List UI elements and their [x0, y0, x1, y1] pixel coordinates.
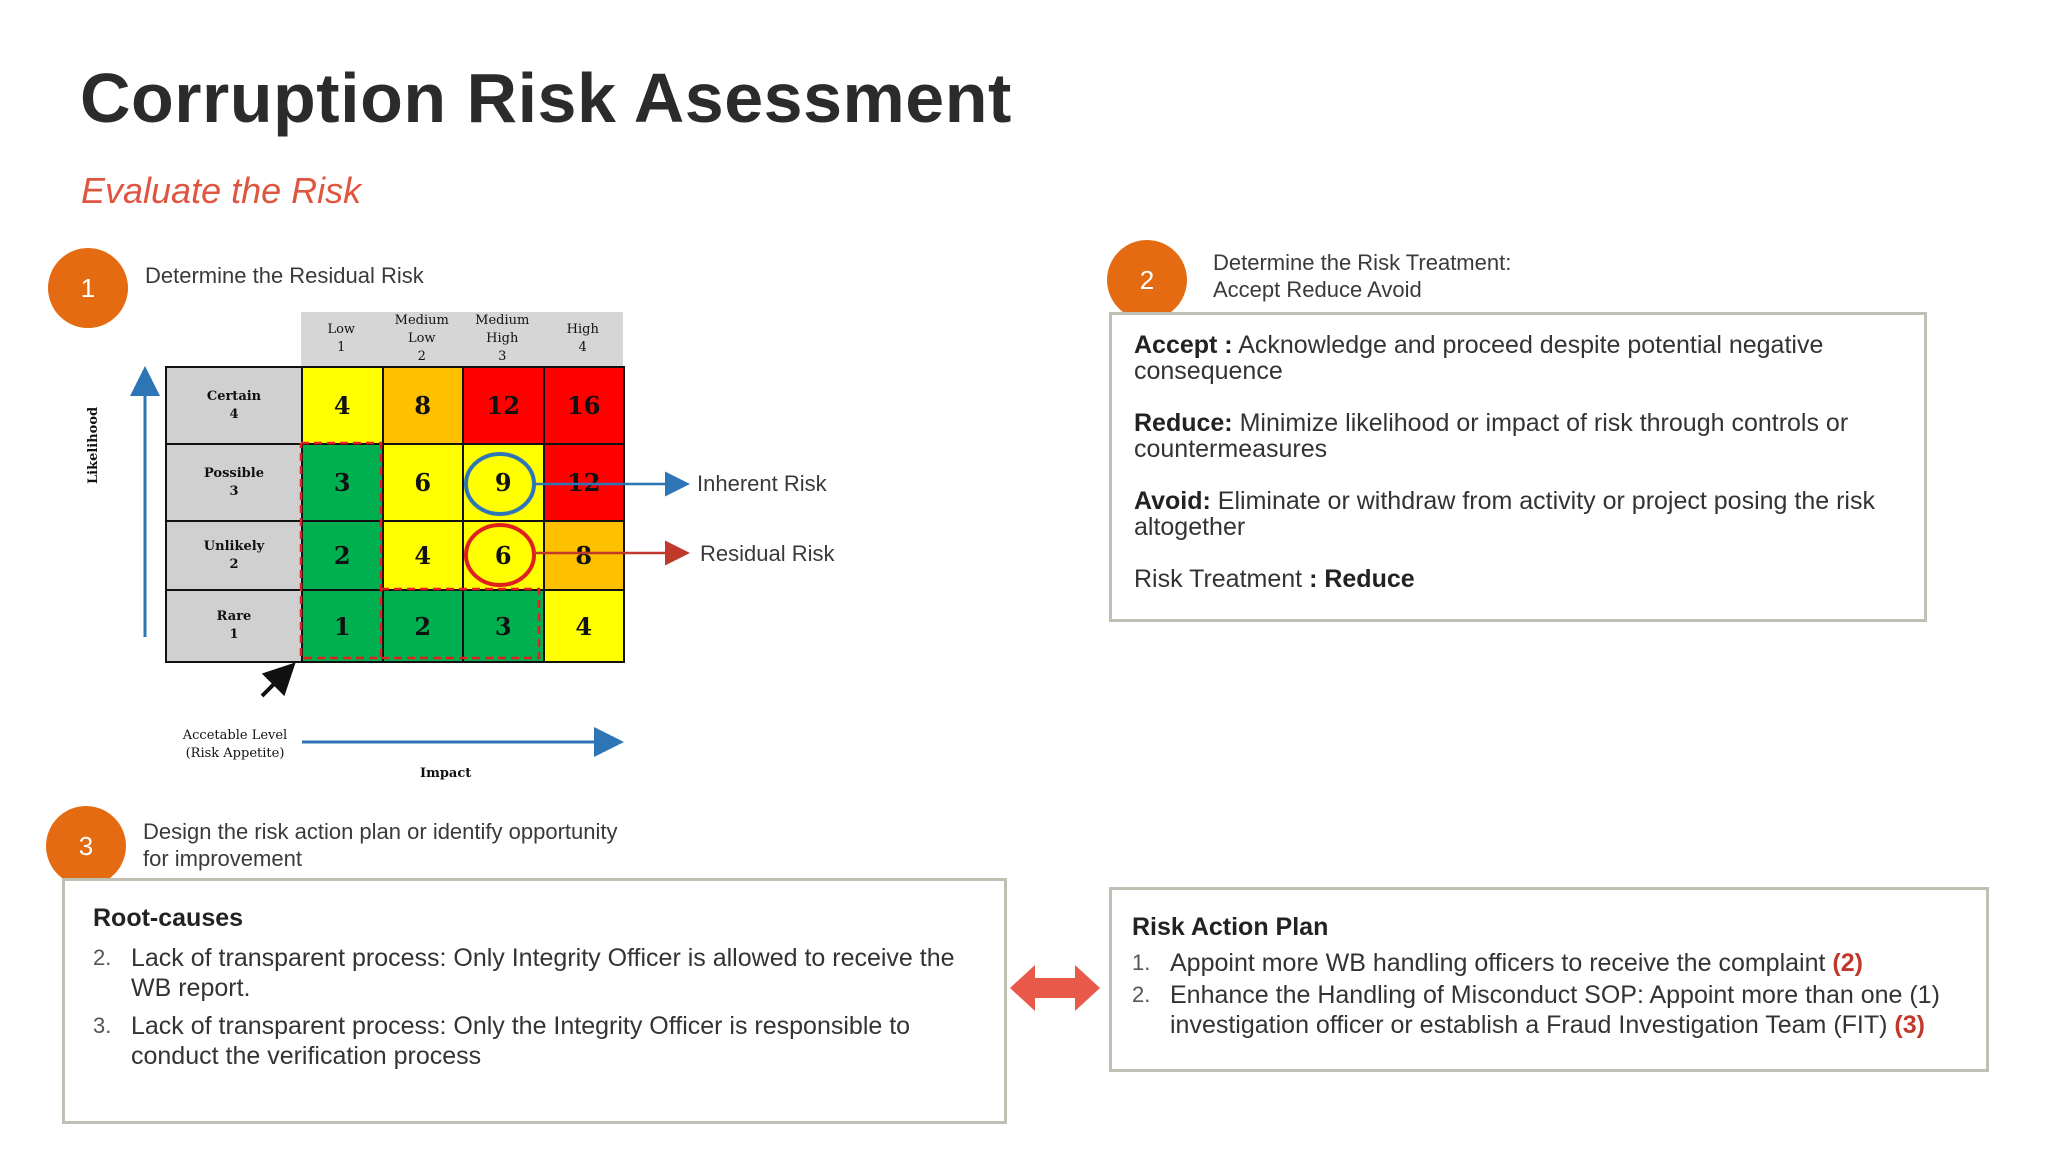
list-item-number: 1.: [1132, 950, 1151, 975]
acceptable-level-arrow: [262, 668, 290, 696]
list-item-text: [1170, 948, 1863, 978]
matrix-col-header-line: Medium: [394, 313, 449, 328]
list-item: [93, 1011, 976, 1071]
matrix-cell: 3: [462, 589, 545, 663]
root-causes-box: [62, 878, 1007, 1124]
matrix-col-header: [543, 312, 624, 366]
risk-treatment-result: [1134, 566, 1902, 592]
risk-treatment-value: : Reduce: [1309, 565, 1415, 593]
list-item-number: 2.: [93, 945, 112, 970]
acceptable-level-line2: (Risk Appetite): [185, 746, 285, 761]
list-item-body: Enhance the Handling of Misconduct SOP: Appoint more than one (1) investigation officer or establish a Fraud Investigation Team (FIT): [1170, 981, 1940, 1039]
matrix-row-header-line: Possible: [204, 465, 264, 481]
matrix-col-header: [301, 312, 382, 366]
list-item-number: 3.: [93, 1013, 112, 1038]
matrix-col-header: [462, 312, 543, 366]
matrix-row-header-line: 1: [229, 627, 239, 642]
impact-axis-label: Impact: [420, 766, 472, 781]
acceptable-level-line1: Accetable Level: [182, 728, 288, 743]
likelihood-axis-label: Likelihood: [86, 406, 101, 484]
step-3-label: [143, 818, 617, 872]
matrix-row-header: [165, 520, 303, 591]
matrix-cell: 8: [543, 520, 626, 591]
risk-action-plan-heading: Risk Action Plan: [1132, 913, 1329, 941]
step-3-label-line1: Design the risk action plan or identify opportunity: [143, 819, 618, 844]
step-1-label: Determine the Residual Risk: [145, 263, 424, 288]
matrix-col-header-line: 4: [578, 340, 587, 355]
root-causes-list: [93, 943, 976, 1071]
matrix-cell: 12: [543, 443, 626, 522]
list-item-number: 2.: [1132, 982, 1151, 1007]
list-item-body: Lack of transparent process: Only Integrity Officer is allowed to receive the WB report.: [131, 944, 955, 1002]
matrix-col-header-line: Low: [327, 322, 356, 337]
matrix-row-header-line: Rare: [216, 609, 252, 624]
inherent-risk-label: Inherent Risk: [697, 471, 827, 496]
matrix-cell: 4: [382, 520, 465, 591]
list-item-text: [131, 1011, 976, 1071]
matrix-row-header-line: Certain: [206, 388, 262, 404]
root-cause-reference: (3): [1894, 1011, 1925, 1039]
step-3-badge: 3: [46, 806, 126, 886]
residual-risk-label: Residual Risk: [700, 541, 835, 566]
accept-term: Accept :: [1134, 331, 1233, 359]
list-item-body: Appoint more WB handling officers to receive the complaint: [1170, 949, 1833, 977]
root-causes-heading: Root-causes: [93, 904, 244, 932]
matrix-cell: 8: [382, 366, 465, 445]
list-item-body: Lack of transparent process: Only the Integrity Officer is responsible to conduct the verification process: [131, 1012, 911, 1070]
page-title: Corruption Risk Asessment: [80, 59, 1012, 137]
acceptable-level-label: [170, 727, 300, 763]
accept-text: Acknowledge and proceed despite potential negative consequence: [1134, 331, 1824, 385]
avoid-term: Avoid:: [1134, 487, 1211, 515]
matrix-cell: 4: [543, 589, 626, 663]
risk-action-plan-box: [1109, 887, 1989, 1072]
step-1-badge: 1: [48, 248, 128, 328]
list-item: [93, 943, 976, 1003]
matrix-row-header-line: 3: [229, 483, 239, 499]
matrix-cell: 12: [462, 366, 545, 445]
avoid-text: Eliminate or withdraw from activity or project posing the risk altogether: [1134, 487, 1875, 541]
matrix-col-header: [382, 312, 463, 366]
matrix-row-header-line: Unlikely: [203, 538, 265, 554]
root-cause-reference: (2): [1832, 949, 1863, 977]
list-item-text: [1170, 980, 1966, 1040]
matrix-cell: 6: [382, 443, 465, 522]
matrix-cell: 2: [382, 589, 465, 663]
list-item-text: [131, 943, 976, 1003]
matrix-cell: 16: [543, 366, 626, 445]
step-3-label-line2: for improvement: [143, 846, 302, 871]
step-2-badge: 2: [1107, 240, 1187, 320]
page-subtitle: Evaluate the Risk: [81, 170, 362, 211]
list-item: [1132, 948, 1966, 978]
risk-treatment-box: [1109, 312, 1927, 622]
matrix-row-header: [165, 589, 303, 663]
matrix-col-header-line: High: [486, 331, 519, 346]
matrix-col-header-line: 2: [417, 349, 426, 364]
risk-treatment-label: Risk Treatment: [1134, 565, 1303, 593]
matrix-row-header: [165, 366, 303, 445]
matrix-row-header: [165, 443, 303, 522]
matrix-cell: 2: [301, 520, 384, 591]
double-arrow: [1010, 965, 1100, 1011]
avoid-definition: [1134, 488, 1902, 540]
matrix-col-header-line: High: [566, 322, 599, 337]
accept-definition: [1134, 332, 1902, 384]
matrix-cell: 4: [301, 366, 384, 445]
step-2-label: [1213, 249, 1511, 303]
matrix-cell: 9: [462, 443, 545, 522]
matrix-col-header-line: Low: [407, 331, 436, 346]
reduce-definition: [1134, 410, 1902, 462]
matrix-cell: 3: [301, 443, 384, 522]
matrix-row-header-line: 4: [229, 406, 239, 422]
reduce-term: Reduce:: [1134, 409, 1233, 437]
list-item: [1132, 980, 1966, 1040]
reduce-text: Minimize likelihood or impact of risk through controls or countermeasures: [1134, 409, 1849, 463]
step-2-label-line2: Accept Reduce Avoid: [1213, 277, 1422, 302]
matrix-row-header-line: 2: [229, 556, 239, 572]
matrix-col-header-line: Medium: [475, 313, 530, 328]
risk-action-plan-list: [1132, 948, 1966, 1040]
step-2-label-line1: Determine the Risk Treatment:: [1213, 250, 1512, 275]
matrix-cell: 1: [301, 589, 384, 663]
matrix-cell: 6: [462, 520, 545, 591]
matrix-col-header-line: 3: [498, 349, 507, 364]
matrix-col-header-line: 1: [337, 340, 346, 355]
